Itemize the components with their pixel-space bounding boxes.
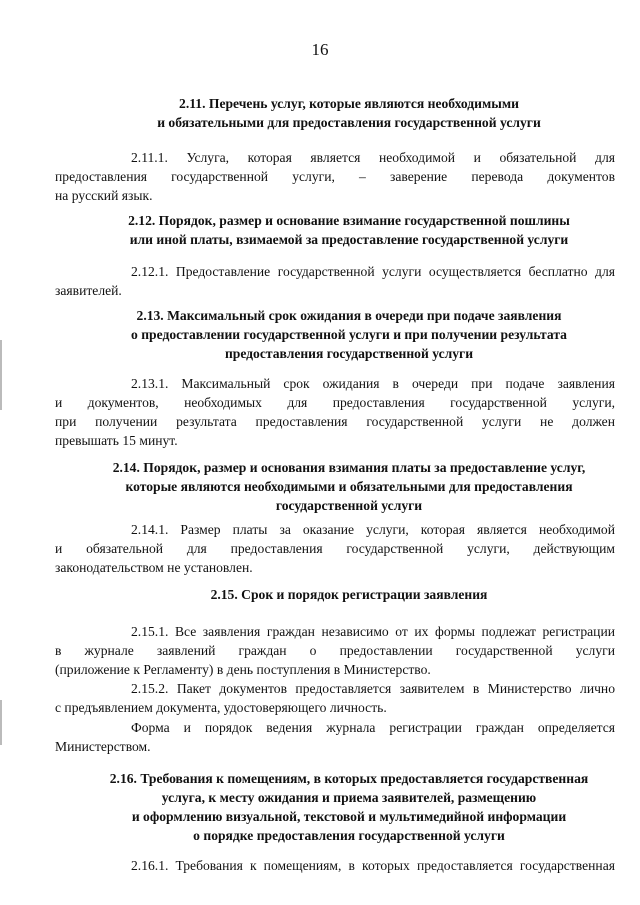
paragraph-journal-form	[55, 718, 615, 756]
paragraph-2-12-1	[55, 262, 615, 300]
text-line: Министерством.	[55, 739, 151, 754]
heading-line: 2.12. Порядок, размер и основание взимание государственной пошлины	[128, 213, 570, 228]
text-line: 2.15.1. Все заявления граждан независимо от их формы подлежат регистрации	[131, 624, 615, 639]
heading-line: 2.16. Требования к помещениям, в которых предоставляется государственная	[109, 771, 589, 786]
text-line: 2.13.1. Максимальный срок ожидания в очереди при подаче заявления	[131, 376, 615, 391]
text-line: законодательством не установлен.	[55, 560, 253, 575]
heading-line: и оформлению визуальной, текстовой и мультимедийной информации	[131, 809, 567, 824]
scan-edge-mark	[0, 340, 2, 410]
heading-line: или иной платы, взимаемой за предоставление государственной услуги	[129, 232, 569, 247]
text-line: при получении результата предоставления государственной услуги не должен	[55, 414, 615, 429]
text-line: и документов, необходимых для предоставления государственной услуги,	[55, 395, 615, 410]
heading-line: предоставления государственной услуги	[224, 346, 474, 361]
paragraph-2-16-1	[93, 856, 615, 875]
section-heading-2-11	[84, 94, 614, 132]
text-line: (приложение к Регламенту) в день поступления в Министерство.	[55, 662, 431, 677]
heading-line: о предоставлении государственной услуги и при получении результата	[131, 327, 567, 342]
text-line: 2.16.1. Требования к помещениям, в которых предоставляется государственная	[131, 858, 615, 873]
text-line: 2.15.2. Пакет документов предоставляется заявителем в Министерство лично	[131, 681, 615, 696]
paragraph-2-15-1	[55, 622, 615, 679]
paragraph-2-15-2	[55, 679, 615, 717]
heading-line: государственной услуги	[275, 498, 423, 513]
text-line: 2.14.1. Размер платы за оказание услуги, которая является необходимой	[131, 522, 615, 537]
heading-line: 2.14. Порядок, размер и основания взимания платы за предоставление услуг,	[112, 460, 586, 475]
heading-line: которые являются необходимыми и обязательными для предоставления	[125, 479, 573, 494]
paragraph-2-14-1	[55, 520, 615, 577]
section-heading-2-16	[84, 769, 614, 845]
text-line: на русский язык.	[55, 188, 153, 203]
heading-line: 2.13. Максимальный срок ожидания в очереди при подаче заявления	[136, 308, 562, 323]
section-heading-2-15	[84, 585, 614, 604]
heading-line: услуга, к месту ожидания и приема заявителей, размещению	[161, 790, 537, 805]
heading-line: 2.11. Перечень услуг, которые являются необходимыми	[179, 96, 519, 111]
section-heading-2-14	[84, 458, 614, 515]
text-line: превышать 15 минут.	[55, 433, 178, 448]
text-line: в журнале заявлений граждан о предоставлении государственной услуги	[55, 643, 615, 658]
text-line: 2.11.1. Услуга, которая является необходимой и обязательной для	[131, 150, 615, 165]
text-line: и обязательной для предоставления государственной услуги, действующим	[55, 541, 615, 556]
paragraph-2-11-1	[55, 148, 615, 205]
heading-line: 2.15. Срок и порядок регистрации заявления	[210, 587, 488, 602]
section-heading-2-12	[84, 211, 614, 249]
text-line: предоставления государственной услуги, – заверение перевода документов	[55, 169, 615, 184]
paragraph-2-13-1	[55, 374, 615, 450]
text-line: заявителей.	[55, 283, 122, 298]
text-line: 2.12.1. Предоставление государственной услуги осуществляется бесплатно для	[131, 264, 615, 279]
section-heading-2-13	[84, 306, 614, 363]
text-line: Форма и порядок ведения журнала регистрации граждан определяется	[131, 720, 615, 735]
scan-edge-mark	[0, 700, 2, 745]
page-number: 16	[311, 40, 329, 59]
heading-line: о порядке предоставления государственной услуги	[193, 828, 505, 843]
heading-line: и обязательными для предоставления государственной услуги	[157, 115, 541, 130]
text-line: с предъявлением документа, удостоверяющего личность.	[55, 700, 387, 715]
